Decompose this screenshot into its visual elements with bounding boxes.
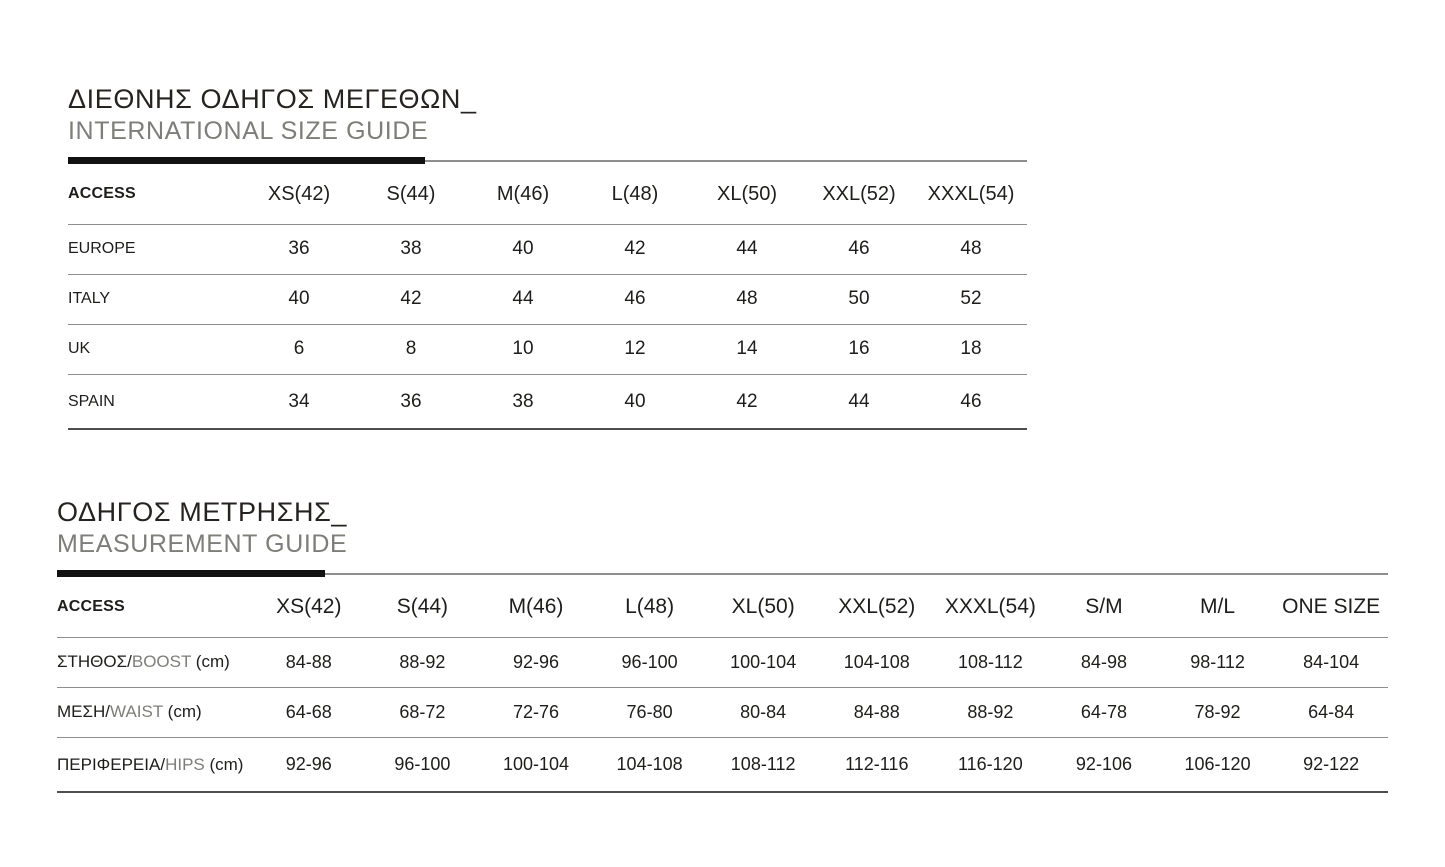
- table-row: [57, 637, 1388, 687]
- measurement-label-separator: /: [160, 754, 166, 774]
- size-value-cell: 18: [960, 338, 982, 360]
- size-column-header: M(46): [496, 182, 550, 205]
- size-value-cell: 64-68: [285, 701, 332, 722]
- size-value-cell: 72-76: [512, 701, 559, 722]
- measurement-label-unit: (cm): [162, 702, 202, 722]
- size-value-cell: 78-92: [1194, 701, 1241, 722]
- measurement-guide-section: [57, 497, 1388, 793]
- size-value-cell: 106-120: [1184, 754, 1251, 775]
- size-value-cell: 46: [960, 390, 982, 412]
- size-column-header: M/L: [1200, 595, 1236, 619]
- size-value-cell: 12: [624, 338, 646, 360]
- measurement-label-english: HIPS: [165, 754, 205, 774]
- size-value-cell: 64-78: [1080, 701, 1127, 722]
- size-column-header: S(44): [386, 182, 436, 205]
- size-value-cell: 46: [848, 238, 870, 260]
- size-value-cell: 44: [848, 390, 870, 412]
- size-value-cell: 48: [960, 238, 982, 260]
- brand-access-header: ACCESS: [57, 598, 125, 616]
- size-value-cell: 16: [848, 338, 870, 360]
- section2-rule: [57, 570, 1388, 577]
- size-value-cell: 42: [736, 390, 758, 412]
- size-value-cell: 100-104: [502, 754, 570, 775]
- size-value-cell: 44: [736, 238, 758, 260]
- measurement-label-unit: (cm): [191, 652, 230, 672]
- measurement-label-separator: /: [127, 652, 132, 672]
- region-row-label: ITALY: [68, 290, 111, 308]
- size-value-cell: 108-112: [730, 754, 796, 775]
- size-column-header: XXL(52): [838, 595, 916, 619]
- size-column-header: XXL(52): [822, 182, 896, 205]
- size-value-cell: 88-92: [399, 651, 446, 672]
- size-value-cell: 98-112: [1190, 651, 1245, 672]
- section1-rule-accent-bar: [68, 157, 425, 164]
- size-value-cell: 76-80: [626, 701, 673, 722]
- region-row-label: EUROPE: [68, 240, 136, 258]
- size-value-cell: 42: [624, 238, 646, 260]
- international-size-guide-section: [68, 84, 1027, 430]
- size-value-cell: 84-104: [1303, 651, 1360, 672]
- size-column-header: XXXL(54): [944, 595, 1036, 619]
- measurement-row-label: [57, 687, 252, 737]
- section1-title-english: INTERNATIONAL SIZE GUIDE: [68, 116, 429, 145]
- size-value-cell: 92-96: [285, 754, 332, 775]
- size-value-cell: 52: [960, 288, 982, 310]
- measurement-label-separator: /: [105, 702, 111, 722]
- region-row-label: UK: [68, 340, 91, 358]
- size-value-cell: 10: [512, 338, 534, 360]
- size-value-cell: 96-100: [621, 651, 678, 672]
- measurement-label-greek: ΜΕΣΗ: [57, 702, 106, 722]
- size-column-header: S/M: [1085, 595, 1123, 619]
- measurement-label-unit: (cm): [204, 754, 244, 774]
- table-row: [68, 374, 1027, 429]
- table-row: [68, 274, 1027, 324]
- size-value-cell: 40: [288, 288, 310, 310]
- size-value-cell: 40: [624, 390, 646, 412]
- size-value-cell: 64-84: [1308, 701, 1355, 722]
- size-value-cell: 50: [848, 288, 870, 310]
- measurement-label-english: BOOST: [131, 652, 192, 672]
- size-column-header: S(44): [396, 595, 449, 619]
- section1-rule: [68, 157, 1027, 164]
- size-column-header: XL(50): [716, 182, 778, 205]
- size-value-cell: 108-112: [957, 651, 1023, 672]
- size-column-header: XS(42): [267, 182, 331, 205]
- measurement-label-greek: ΠΕΡΙΦΕΡΕΙΑ: [57, 754, 161, 774]
- size-value-cell: 96-100: [394, 754, 451, 775]
- measurement-label-greek: ΣΤΗΘΟΣ: [57, 652, 128, 672]
- size-value-cell: 84-88: [285, 651, 332, 672]
- size-value-cell: 42: [400, 288, 422, 310]
- size-value-cell: 112-116: [845, 754, 909, 775]
- size-value-cell: 34: [288, 390, 310, 412]
- table-row: [68, 224, 1027, 274]
- size-column-header: XL(50): [731, 595, 795, 619]
- size-value-cell: 38: [400, 238, 422, 260]
- measurement-table: [57, 577, 1388, 793]
- size-value-cell: 100-104: [730, 651, 797, 672]
- size-value-cell: 44: [512, 288, 534, 310]
- brand-access-header: ACCESS: [68, 185, 136, 203]
- size-column-header: L(48): [625, 595, 675, 619]
- table-row: [57, 687, 1388, 737]
- size-value-cell: 36: [288, 238, 310, 260]
- size-value-cell: 14: [736, 338, 758, 360]
- size-value-cell: 68-72: [399, 701, 446, 722]
- size-value-cell: 36: [400, 390, 422, 412]
- section2-title-greek: ΟΔΗΓΟΣ ΜΕΤΡΗΣΗΣ_: [57, 497, 348, 527]
- section2-rule-accent-bar: [57, 570, 325, 577]
- table-header-row: [57, 577, 1388, 637]
- size-value-cell: 104-108: [616, 754, 683, 775]
- size-column-header: XS(42): [276, 595, 342, 619]
- size-column-header: M(46): [508, 595, 564, 619]
- size-value-cell: 38: [512, 390, 534, 412]
- size-value-cell: 88-92: [967, 701, 1014, 722]
- size-value-cell: 48: [736, 288, 758, 310]
- size-value-cell: 104-108: [843, 651, 910, 672]
- region-row-label: SPAIN: [68, 392, 115, 410]
- size-value-cell: 92-122: [1303, 754, 1360, 775]
- size-value-cell: 92-96: [512, 651, 559, 672]
- size-value-cell: 6: [293, 338, 305, 360]
- section2-title-english: MEASUREMENT GUIDE: [57, 529, 348, 558]
- measurement-row-label: [57, 737, 252, 792]
- table-header-row: [68, 164, 1027, 224]
- measurement-label-english: WAIST: [110, 702, 163, 722]
- size-value-cell: 46: [624, 288, 646, 310]
- size-value-cell: 116-120: [957, 754, 1023, 775]
- size-value-cell: 80-84: [740, 701, 787, 722]
- section1-title-greek: ΔΙΕΘΝΗΣ ΟΔΗΓΟΣ ΜΕΓΕΘΩΝ_: [68, 84, 477, 114]
- size-column-header: L(48): [611, 182, 659, 205]
- table-row: [68, 324, 1027, 374]
- size-column-header: XXXL(54): [927, 182, 1015, 205]
- size-value-cell: 92-106: [1075, 754, 1132, 775]
- size-value-cell: 84-98: [1080, 651, 1127, 672]
- size-value-cell: 40: [512, 238, 534, 260]
- size-column-header: ONE SIZE: [1282, 595, 1381, 619]
- table-row: [57, 737, 1388, 792]
- international-size-table: [68, 164, 1027, 430]
- size-value-cell: 84-88: [853, 701, 900, 722]
- size-value-cell: 8: [405, 338, 417, 360]
- measurement-row-label: [57, 637, 252, 687]
